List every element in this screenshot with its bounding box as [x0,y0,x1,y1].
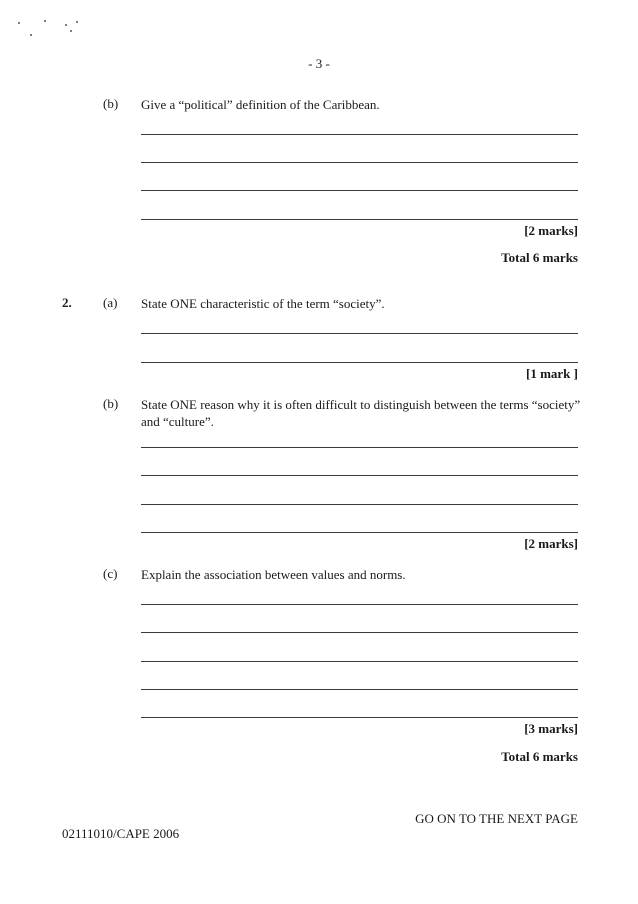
q2b-label: (b) [103,396,119,411]
answer-line[interactable] [141,134,578,135]
q2-total-marks: Total 6 marks [501,749,578,764]
answer-line[interactable] [141,604,578,605]
answer-line[interactable] [141,632,578,633]
q2c-prompt: Explain the association between values and norms. [141,567,406,582]
answer-line[interactable] [141,333,578,334]
q2b-prompt: State ONE reason why it is often difficult to distinguish between the terms “society” and “culture”. [141,397,581,429]
q1b-label: (b) [103,96,119,111]
answer-line[interactable] [141,689,578,690]
q1b-prompt: Give a “political” definition of the Caribbean. [141,97,380,112]
scan-speck [18,22,20,24]
q1b-marks: [2 marks] [524,223,578,238]
answer-line[interactable] [141,717,578,718]
exam-code: 02111010/CAPE 2006 [62,826,180,841]
q2a-prompt: State ONE characteristic of the term “society”. [141,296,385,311]
scan-speck [44,20,46,22]
scan-speck [30,34,32,36]
q2a-marks: [1 mark ] [526,366,578,381]
page-number: - 3 - [308,56,330,71]
answer-line[interactable] [141,219,578,220]
answer-line[interactable] [141,162,578,163]
answer-line[interactable] [141,661,578,662]
q2b-marks: [2 marks] [524,536,578,551]
answer-line[interactable] [141,504,578,505]
answer-line[interactable] [141,362,578,363]
q2-number: 2. [62,295,72,310]
scan-speck [65,24,67,26]
go-on-instruction: GO ON TO THE NEXT PAGE [415,811,578,826]
q2c-label: (c) [103,566,118,581]
q2a-label: (a) [103,295,118,310]
scan-speck [76,21,78,23]
answer-line[interactable] [141,475,578,476]
answer-line[interactable] [141,447,578,448]
answer-line[interactable] [141,190,578,191]
q1-total-marks: Total 6 marks [501,250,578,265]
q2c-marks: [3 marks] [524,721,578,736]
answer-line[interactable] [141,532,578,533]
scan-speck [70,30,72,32]
